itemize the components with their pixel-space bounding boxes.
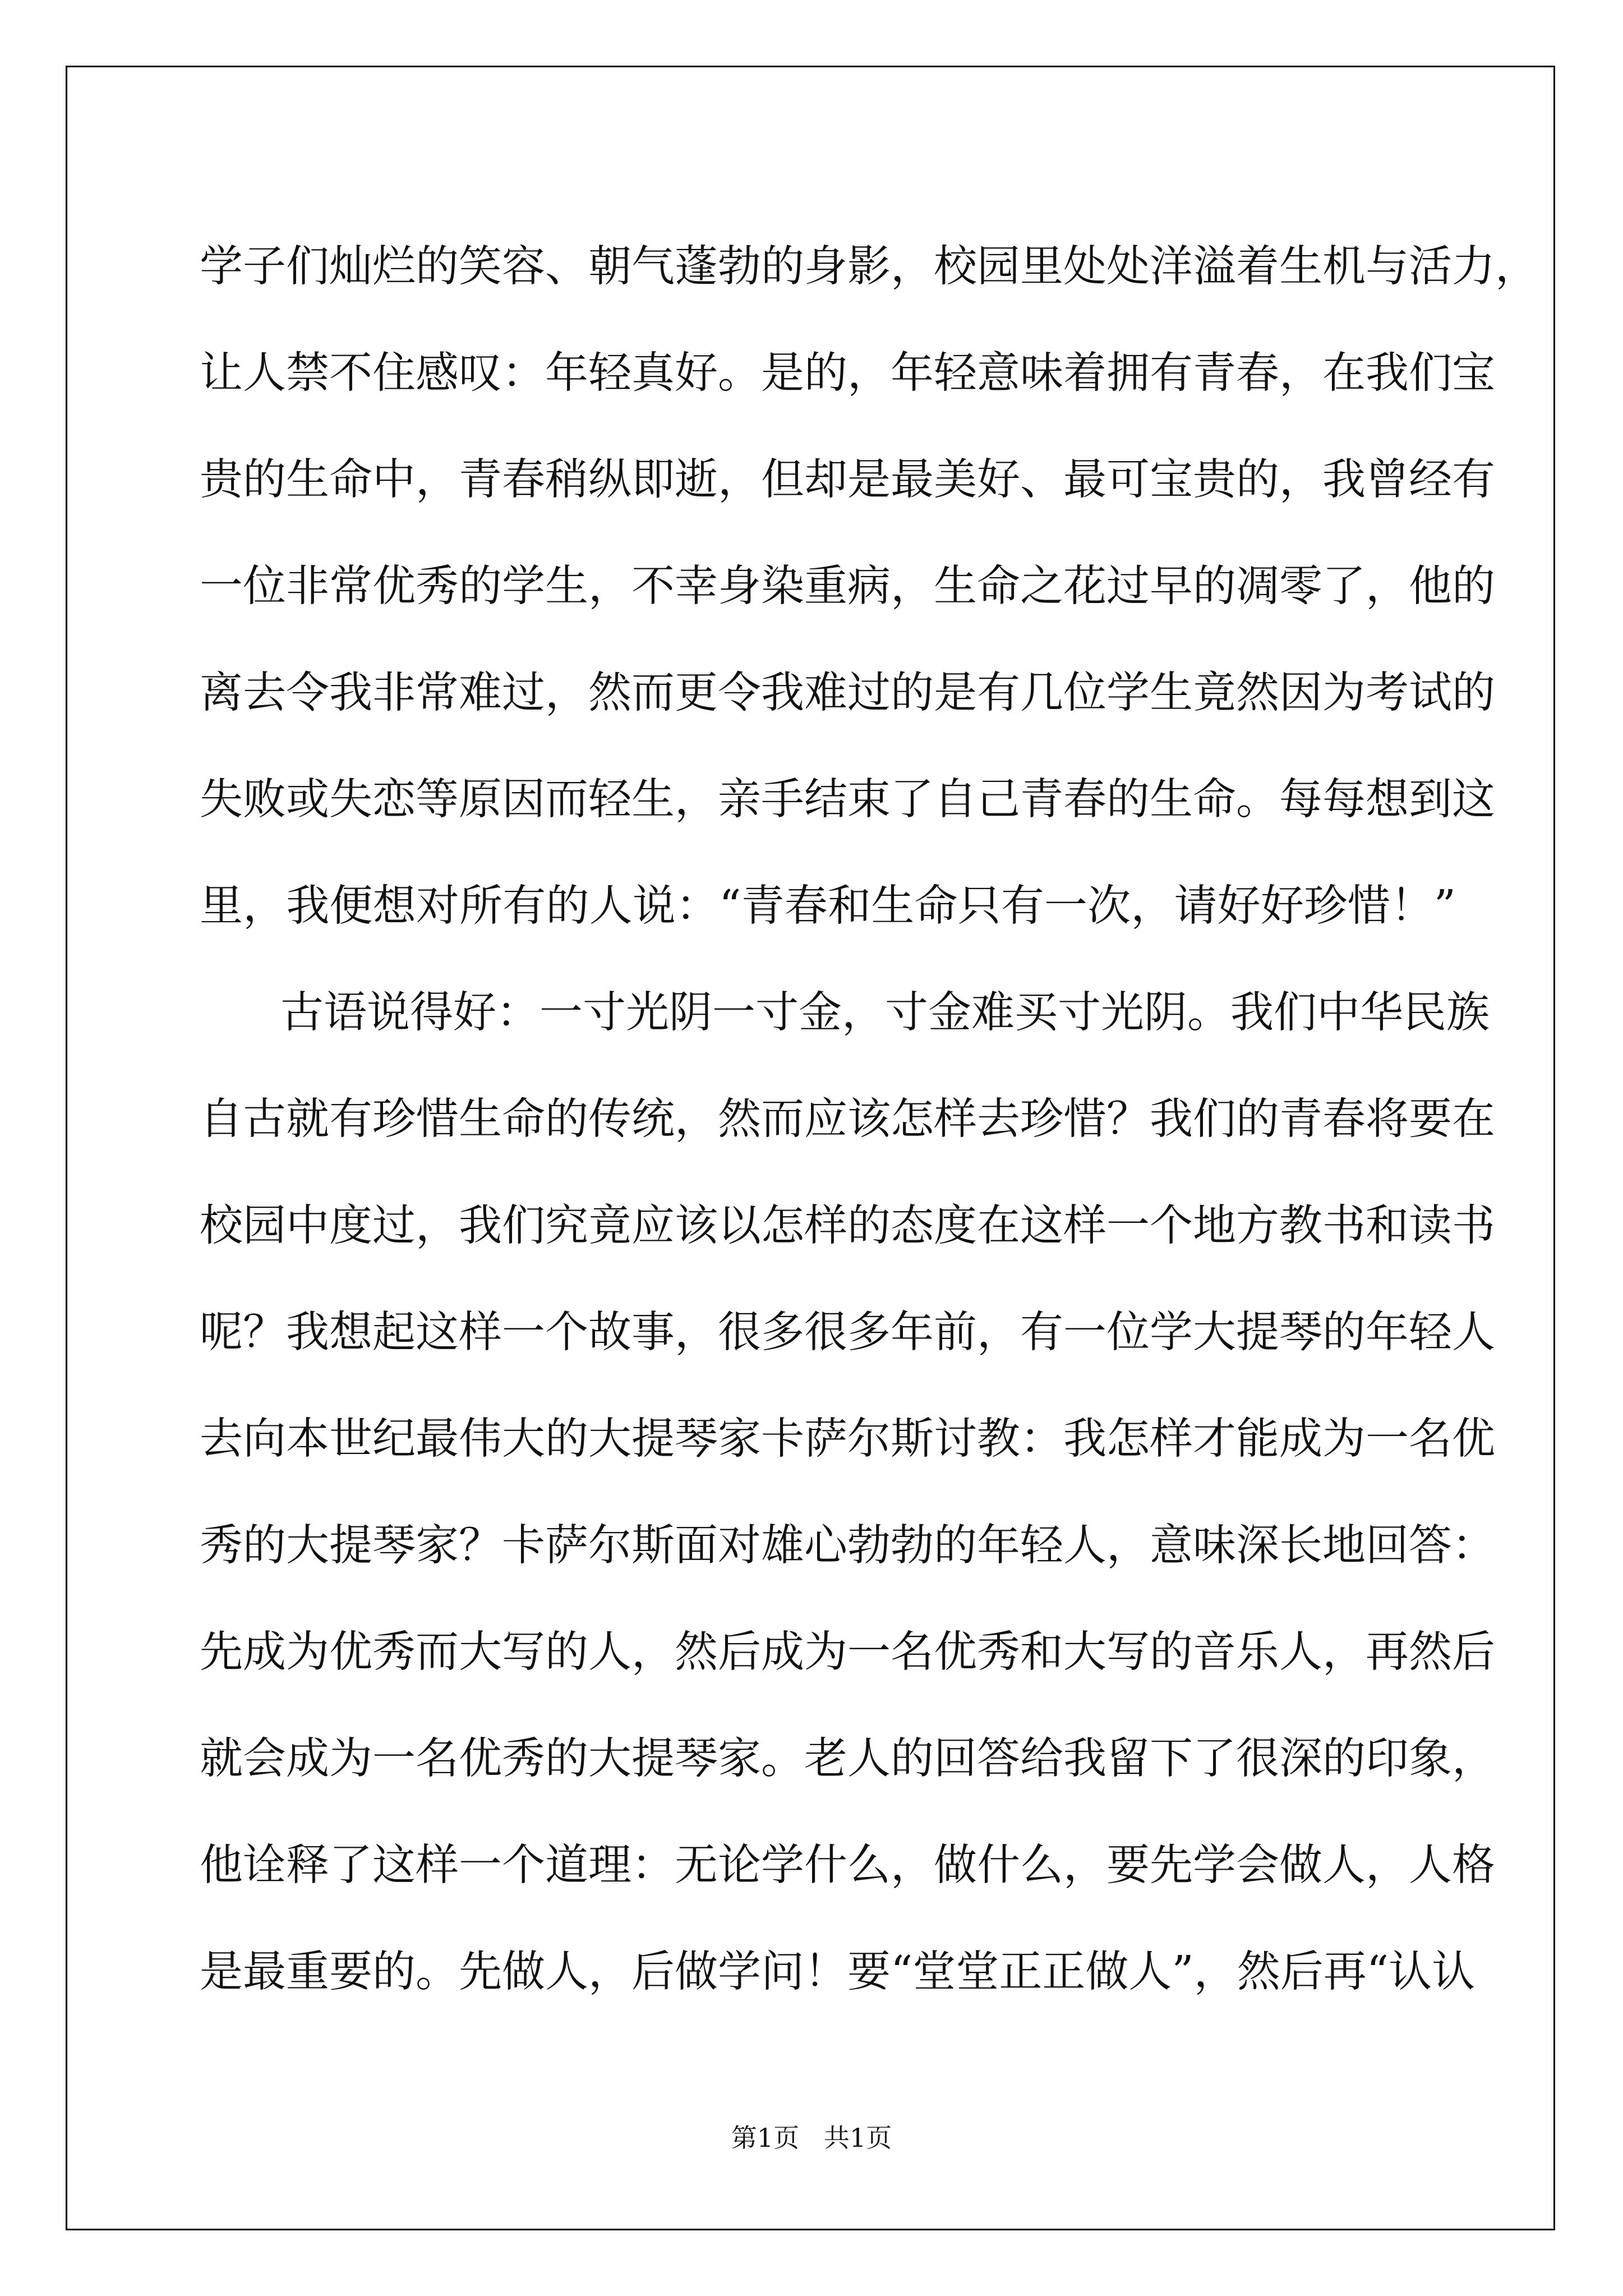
text-line: 里，我便想对所有的人说：“青春和生命只有一次，请好好珍惜！”	[200, 881, 1456, 931]
text-line: 贵的生命中，青春稍纵即逝，但却是最美好、最可宝贵的，我曾经有	[200, 455, 1495, 505]
page-footer: 第1页 共1页	[731, 2123, 892, 2153]
text-line: 是最重要的。先做人，后做学问！要“堂堂正正做人”，然后再“认认	[200, 1947, 1476, 1997]
text-line: 秀的大提琴家？卡萨尔斯面对雄心勃勃的年轻人，意味深长地回答：	[200, 1521, 1495, 1571]
text-line: 他诠释了这样一个道理：无论学什么，做什么，要先学会做人，人格	[200, 1841, 1495, 1890]
text-line: 让人禁不住感叹：年轻真好。是的，年轻意味着拥有青春，在我们宝	[200, 348, 1495, 398]
text-line: 失败或失恋等原因而轻生，亲手结束了自己青春的生命。每每想到这	[200, 775, 1495, 825]
text-line: 呢？我想起这样一个故事，很多很多年前，有一位学大提琴的年轻人	[200, 1308, 1495, 1358]
text-line: 离去令我非常难过，然而更令我难过的是有几位学生竟然因为考试的	[200, 668, 1495, 718]
text-line: 自古就有珍惜生命的传统，然而应该怎样去珍惜？我们的青春将要在	[200, 1094, 1495, 1144]
text-line: 一位非常优秀的学生，不幸身染重病，生命之花过早的凋零了，他的	[200, 562, 1495, 611]
paragraph-first-line: 古语说得好：一寸光阴一寸金，寸金难买寸光阴。我们中华民族	[280, 988, 1490, 1038]
body-text	[200, 214, 1538, 2026]
text-line: 校园中度过，我们究竟应该以怎样的态度在这样一个地方教书和读书	[200, 1201, 1495, 1251]
text-line: 先成为优秀而大写的人，然后成为一名优秀和大写的音乐人，再然后	[200, 1627, 1495, 1677]
text-line: 学子们灿烂的笑容、朝气蓬勃的身影，校园里处处洋溢着生机与活力，	[200, 242, 1538, 292]
text-line: 去向本世纪最伟大的大提琴家卡萨尔斯讨教：我怎样才能成为一名优	[200, 1414, 1495, 1464]
text-line: 就会成为一名优秀的大提琴家。老人的回答给我留下了很深的印象，	[200, 1734, 1495, 1784]
